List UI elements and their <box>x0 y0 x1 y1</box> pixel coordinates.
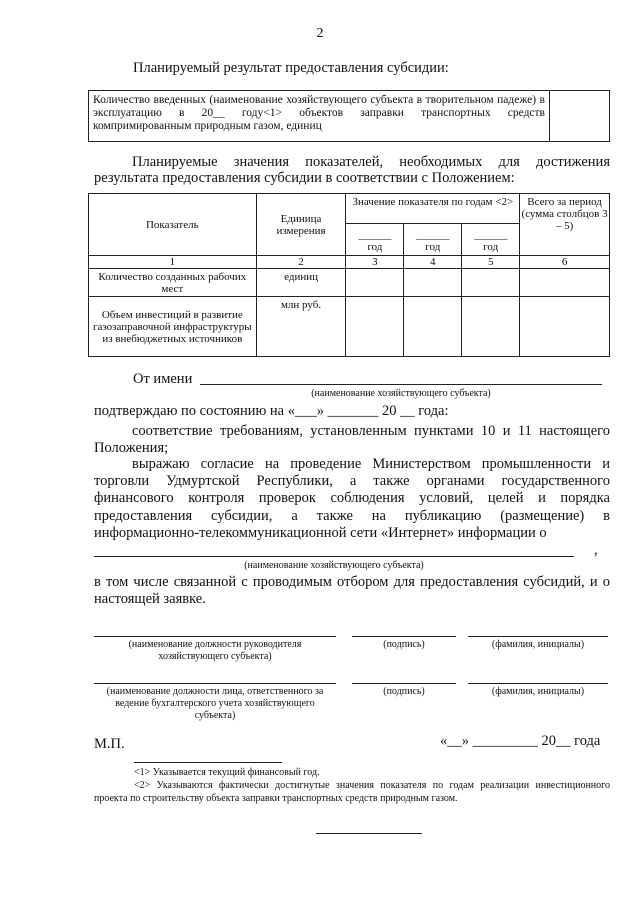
position-caption-1: (наименование должности руководителя хозяйствующего субъекта) <box>128 639 302 662</box>
footnote-separator <box>134 762 282 763</box>
compliance-text: соответствие требованиям, установленным пунктами 10 и 11 настоящего Положения; <box>94 423 610 456</box>
end-separator <box>316 833 422 834</box>
th-indicator: Показатель <box>89 194 257 256</box>
col-num: 1 <box>89 256 257 269</box>
page-number: 2 <box>316 26 324 41</box>
name-caption-2: (фамилия, инициалы) <box>491 686 585 697</box>
consent-end: в том числе связанной с проводимым отбором для предоставления субсидий, и о настоящей заявке. <box>94 574 610 607</box>
signature-line-2[interactable] <box>352 683 456 684</box>
stamp-mp: М.П. <box>94 736 125 752</box>
consent-comma: , <box>594 542 598 558</box>
footnote-1: <1> Указывается текущий финансовый год. <box>134 767 320 778</box>
table-row <box>89 297 610 357</box>
signature-caption-1: (подпись) <box>383 639 425 650</box>
th-year-4-label: год <box>425 241 441 253</box>
col-num: 2 <box>256 256 346 269</box>
row-value <box>462 297 520 357</box>
th-year-3: ______ год <box>346 224 404 256</box>
section2-title <box>94 154 610 186</box>
entity-name-line-2[interactable] <box>94 556 574 557</box>
row-value <box>346 269 404 297</box>
on-behalf-label: От имени <box>133 371 193 387</box>
indicators-table <box>88 193 610 357</box>
name-line-2[interactable] <box>468 683 608 684</box>
name-caption-1: (фамилия, инициалы) <box>491 639 585 650</box>
row-unit: единиц <box>256 269 346 297</box>
row-value <box>346 297 404 357</box>
th-total: Всего за период (сумма столбцов 3 – 5) <box>520 194 610 256</box>
row-value <box>462 269 520 297</box>
row-value <box>404 297 462 357</box>
sign-date: «__» _________ 20__ года <box>440 733 601 749</box>
col-num: 4 <box>404 256 462 269</box>
section1-title: Планируемый результат предоставления субсидии: <box>133 60 449 76</box>
th-values-by-year: Значение показателя по годам <2> <box>346 194 520 224</box>
position-line-2[interactable] <box>94 683 336 684</box>
signature-line-1[interactable] <box>352 636 456 637</box>
result-value-cell <box>550 91 610 142</box>
table-row <box>89 269 610 297</box>
consent-text: выражаю согласие на проведение Министерством промышленности и торговли Удмуртской Республики, а также органами государственного финансового контроля проверок соблюдения условий, целей и порядка предоставления субсидии, а также на публикацию (размещение) в информационно-телекоммуникационной сети «Интернет» информации о <box>94 456 610 541</box>
row-indicator: Объем инвестиций в развитие газозаправочной инфраструктуры из внебюджетных источников <box>89 297 257 357</box>
th-year-5: ______ год <box>462 224 520 256</box>
row-value <box>520 297 610 357</box>
row-value <box>520 269 610 297</box>
row-unit: млн руб. <box>256 297 346 357</box>
row-indicator: Количество созданных рабочих мест <box>89 269 257 297</box>
result-text: Количество введенных (наименование хозяйствующего субъекта в творительном падеже) в эксплуатацию в 20__ году<1> объектов заправки транспортных средств компримированным природным газом, единиц <box>89 91 550 142</box>
name-line-1[interactable] <box>468 636 608 637</box>
footnote-2: <2> Указываются фактически достигнутые значения показателя по годам реализации инвестиционного проекта по строительству объекта заправки транспортных средств природным газом. <box>94 780 610 804</box>
col-num: 3 <box>346 256 404 269</box>
th-year-5-label: год <box>483 241 499 253</box>
row-value <box>404 269 462 297</box>
th-year-3-label: год <box>367 241 383 253</box>
entity-caption-2: (наименование хозяйствующего субъекта) <box>244 560 424 571</box>
th-year-4: ______ год <box>404 224 462 256</box>
th-unit: Единица измерения <box>256 194 346 256</box>
col-num: 6 <box>520 256 610 269</box>
entity-name-line[interactable] <box>200 384 602 385</box>
col-num: 5 <box>462 256 520 269</box>
section2-title-text: Планируемые значения показателей, необходимых для достижения результата предоставления субсидии в соответствии с Положением: <box>94 154 610 186</box>
signature-caption-2: (подпись) <box>383 686 425 697</box>
position-line-1[interactable] <box>94 636 336 637</box>
result-table <box>88 90 610 142</box>
confirm-date: подтверждаю по состоянию на «___» _______ 20 __ года: <box>94 403 449 419</box>
entity-caption: (наименование хозяйствующего субъекта) <box>311 388 491 399</box>
position-caption-2: (наименование должности лица, ответственного за ведение бухгалтерского учета хозяйствующего субъекта) <box>106 686 324 721</box>
